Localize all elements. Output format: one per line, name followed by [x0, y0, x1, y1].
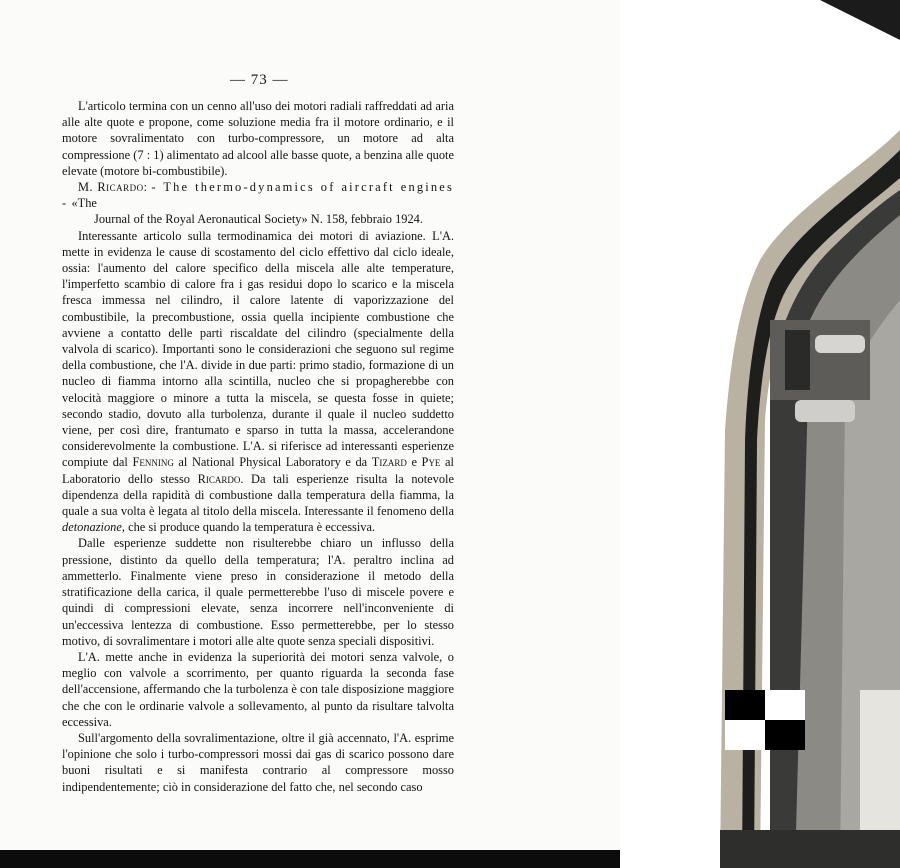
name-pye: Pye: [421, 455, 441, 470]
ref-author: M. Ricardo:: [78, 180, 148, 195]
name-fenning: Fenning: [132, 455, 174, 470]
paragraph-3: Dalle esperienze suddette non risulterebbe chiaro un influsso della pressione, distinto da quello della temperatura; l'A. peraltro inclina ad ammetterlo. Finalmente viene preso in considerazione il metodo della stratificazione della carica, il quale permetterebbe l'uso di miscele povere e quindi di compressioni elevate, senza incorrere nell'inconveniente di un'eccessiva lentezza di combustione. Esso permetterebbe, per lo stesso motivo, di sovralimentare i motori alle alte quote senza speciali dispositivi.: [62, 536, 454, 648]
ref-source-start: «The: [71, 196, 97, 211]
paragraph-4: L'A. mette anche in evidenza la superiorità dei motori senza valvole, o meglio con valvole a scorrimento, per quanto riguarda la seconda fase dell'accensione, affermando che la turbolenza è con tale disposizione maggiore che che con le ordinarie valvole a sollevamento, al punto da risultare talvolta eccessiva.: [62, 649, 454, 729]
paragraph-2-part-b: al National Physical Laboratory e da: [178, 455, 368, 470]
book-edge-photo: [620, 0, 900, 868]
paragraph-2-part-c: e: [411, 455, 417, 470]
paragraph-2-part-e: Da tali esperienze risulta la notevole dipendenza della rapidità di combustione dalla temperatura della fiamma, la quale a sua volta è legata al titolo della miscela. Interessante il fenomeno della: [62, 471, 454, 519]
paragraph-2-part-d: al Laboratorio dello stesso: [62, 455, 454, 486]
name-tizard: Tizard: [371, 455, 407, 470]
paragraph-2-part-a: Interessante articolo sulla termodinamica dei motori di aviazione. L'A. mette in evidenza le cause di scostamento del ciclo effettivo dal ciclo ideale, ossia: l'aumento del calore specifico della miscela alle alte temperature, l'imperfetto scambio di calore fra i gas residui dopo lo scarico e la miscela fresca immessa nel cilindro, il calore latente di vaporizzazione del combustibile, la precombustione, ossia quella incipiente combustione che avviene a contatto delle parti riscaldate del cilindro (specialmente della valvola di scarico). Importanti sono le considerazioni che seguono sul regime della combustione, che l'A. divide in due parti: primo stadio, formazione di un nucleo di fiamma intorno alla scintilla, nucleo che si propagherebbe con velocità maggiore o minore a tutta la miscela, se questa fosse in quiete; secondo stadio, dovuto alla turbolenza, durante il quale il nucleo suddetto viene, per così dire, frantumato e sparso in tutta la massa, accelerandone considerevolmente la combustione. L'A. si riferisce ad interessanti esperienze compiute dal: [62, 228, 454, 470]
paragraph-2: [62, 228, 454, 536]
paragraph-2-part-f: che si produce quando la temperatura è eccessiva.: [128, 520, 376, 535]
term-detonazione: detonazione,: [62, 520, 125, 535]
body-text: [62, 98, 454, 795]
scan-bottom-shadow: [0, 850, 620, 868]
ref-source: Journal of the Royal Aeronautical Society» N. 158, febbraio 1924.: [94, 212, 423, 227]
ref-title: - The thermo-dynamics of aircraft engines -: [62, 180, 455, 211]
name-ricardo: Ricardo.: [197, 471, 244, 486]
bibliographic-reference: [62, 179, 454, 228]
page-number: — 73 —: [230, 72, 289, 88]
paragraph-1: L'articolo termina con un cenno all'uso dei motori radiali raffreddati ad aria alle alte quote e propone, come soluzione media fra il motore ordinario, e il motore sovralimentato con turbo-compressore, un motore ad alta compressione (7 : 1) alimentato ad alcool alle basse quote, a benzina alle quote elevate (motore bi-combustibile).: [62, 99, 454, 178]
paragraph-5: Sull'argomento della sovralimentazione, oltre il già accennato, l'A. esprime l'opinione che solo i turbo-compressori mossi dai gas di scarico possono dare buoni risultati e si manifesta contrario al compressore mosso indipendentemente; ciò in considerazione del fatto che, nel secondo caso: [62, 730, 454, 794]
